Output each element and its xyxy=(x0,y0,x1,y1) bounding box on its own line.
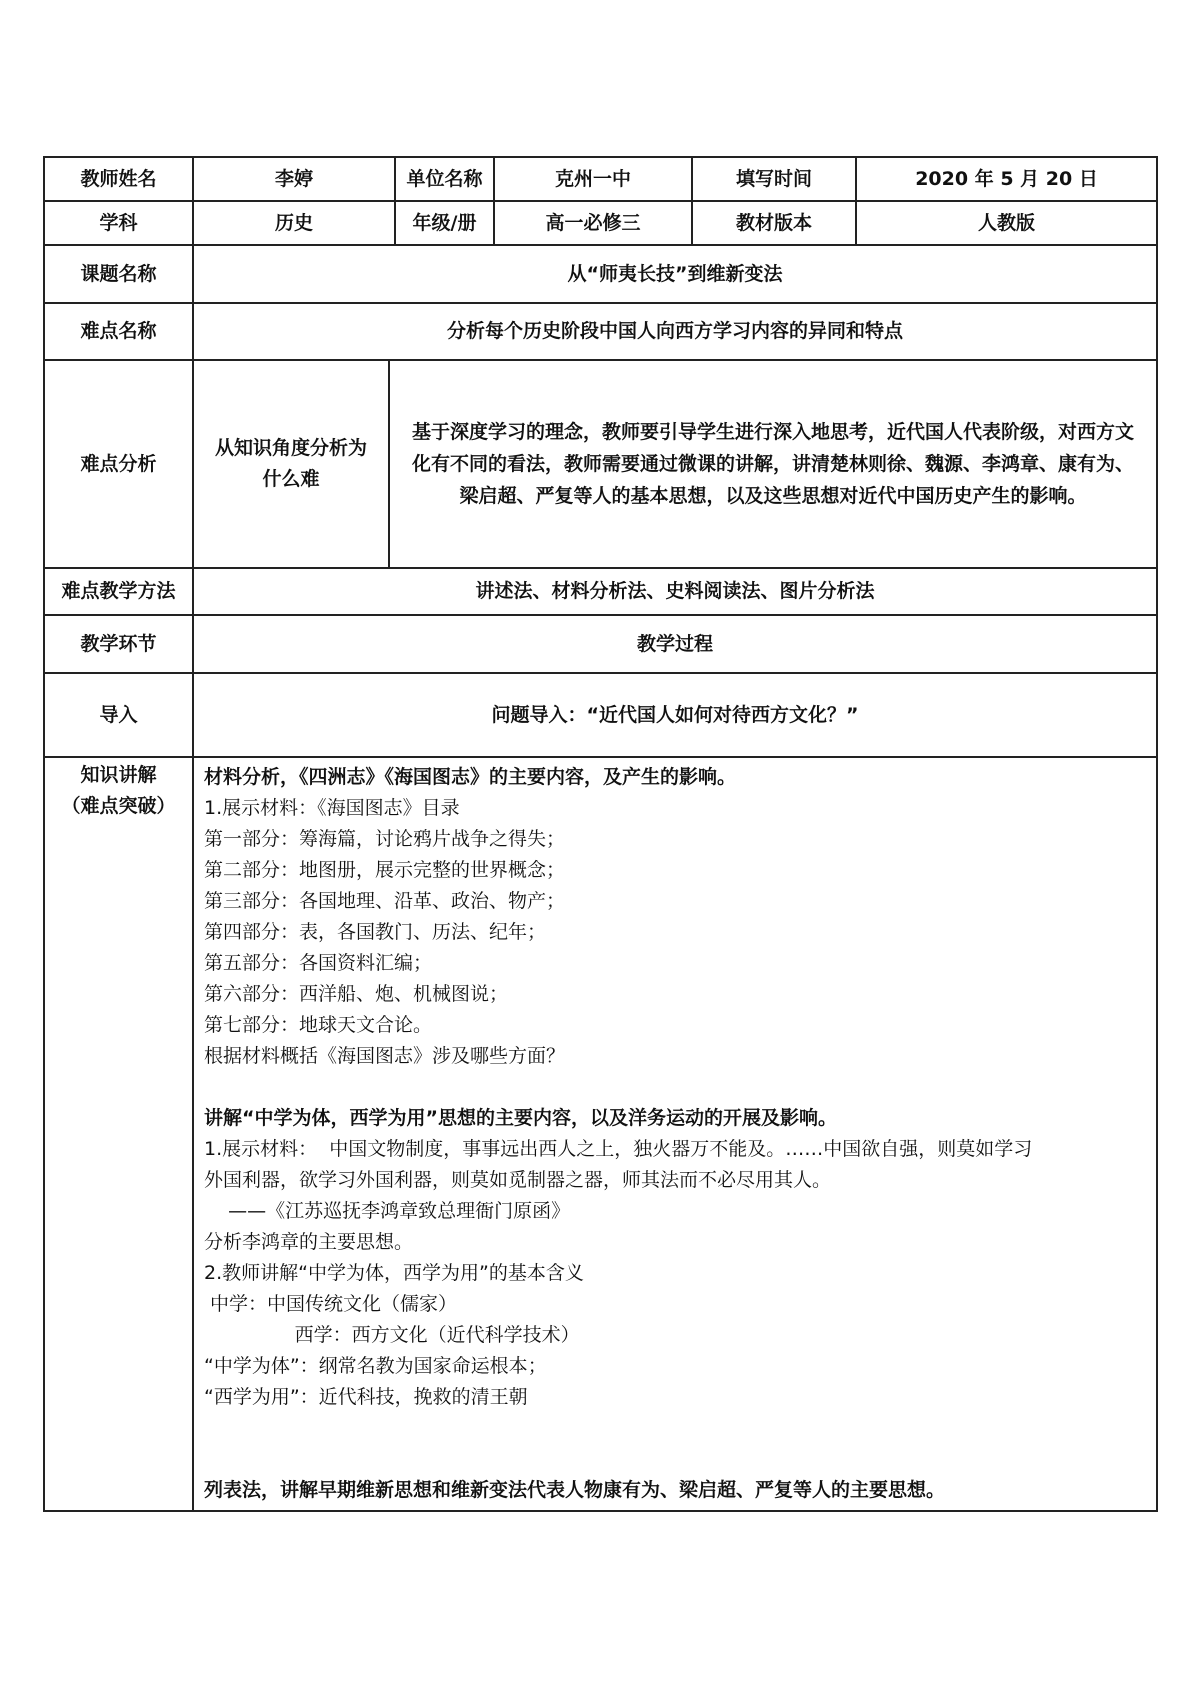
spacer xyxy=(204,1413,1146,1444)
method-label: 难点教学方法 xyxy=(44,568,193,615)
intro-row xyxy=(44,673,1157,757)
lesson-plan-table xyxy=(43,156,1158,1512)
analysis-text-cell xyxy=(389,360,1157,568)
explain-line: 1.展示材料：《海国图志》目录 xyxy=(204,797,460,819)
explain-heading-1: 材料分析，《四洲志》《海国图志》的主要内容，及产生的影响。 xyxy=(204,766,737,788)
edition-label: 教材版本 xyxy=(692,201,856,245)
teacher-name-label: 教师姓名 xyxy=(44,157,193,201)
process-value: 教学过程 xyxy=(193,615,1157,673)
intro-label: 导入 xyxy=(44,673,193,757)
topic-label: 课题名称 xyxy=(44,245,193,303)
explain-line: “中学为体”：纲常名教为国家命运根本； xyxy=(204,1355,547,1377)
explain-heading-3: 列表法，讲解早期维新思想和维新变法代表人物康有为、梁启超、严复等人的主要思想。 xyxy=(204,1479,946,1501)
explain-line: “西学为用”：近代科技，挽救的清王朝 xyxy=(204,1386,528,1408)
edition-value: 人教版 xyxy=(856,201,1157,245)
explain-line: 西学：西方文化（近代科学技术） xyxy=(204,1324,580,1346)
header-row-2 xyxy=(44,201,1157,245)
explain-line: 分析李鸿章的主要思想。 xyxy=(204,1231,414,1253)
spacer xyxy=(204,1072,1146,1103)
explain-line: 第七部分：地球天文合论。 xyxy=(204,1014,433,1036)
explain-row xyxy=(44,757,1157,1511)
explain-line: 外国利器，欲学习外国利器，则莫如觅制器之器，师其法而不必尽用其人。 xyxy=(204,1169,832,1191)
method-value: 讲述法、材料分析法、史料阅读法、图片分析法 xyxy=(193,568,1157,615)
analysis-label: 难点分析 xyxy=(44,360,193,568)
explain-line: ——《江苏巡抚李鸿章致总理衙门原函》 xyxy=(204,1200,571,1222)
explain-line: 第一部分：筹海篇，讨论鸦片战争之得失； xyxy=(204,828,566,850)
explain-line: 第五部分：各国资料汇编； xyxy=(204,952,433,974)
explain-label xyxy=(44,757,193,1511)
fill-date-label: 填写时间 xyxy=(692,157,856,201)
explain-line: 第六部分：西洋船、炮、机械图说； xyxy=(204,983,509,1005)
difficulty-value: 分析每个历史阶段中国人向西方学习内容的异同和特点 xyxy=(193,303,1157,360)
process-label: 教学环节 xyxy=(44,615,193,673)
intro-value: 问题导入：“近代国人如何对待西方文化？” xyxy=(193,673,1157,757)
fill-date-value: 2020 年 5 月 20 日 xyxy=(856,157,1157,201)
unit-name-label: 单位名称 xyxy=(395,157,494,201)
explain-label-line2: （难点突破） xyxy=(61,795,176,817)
grade-value: 高一必修三 xyxy=(494,201,692,245)
process-row xyxy=(44,615,1157,673)
spacer xyxy=(204,1444,1146,1475)
subject-value: 历史 xyxy=(193,201,395,245)
analysis-text: 基于深度学习的理念，教师要引导学生进行深入地思考，近代国人代表阶级，对西方文化有不同的看法，教师需要通过微课的讲解，讲清楚林则徐、魏源、李鸿章、康有为、梁启超、严复等人的基本思想，以及这些思想对近代中国历史产生的影响。 xyxy=(412,421,1135,507)
explain-heading-2: 讲解“中学为体，西学为用”思想的主要内容，以及洋务运动的开展及影响。 xyxy=(204,1107,837,1129)
explain-content xyxy=(193,757,1157,1511)
grade-label: 年级/册 xyxy=(395,201,494,245)
topic-value: 从“师夷长技”到维新变法 xyxy=(193,245,1157,303)
difficulty-label: 难点名称 xyxy=(44,303,193,360)
explain-line: 第三部分：各国地理、沿革、政治、物产； xyxy=(204,890,566,912)
explain-line: 根据材料概括《海国图志》涉及哪些方面？ xyxy=(204,1045,566,1067)
explain-line: 中学：中国传统文化（儒家） xyxy=(204,1293,458,1315)
subject-label: 学科 xyxy=(44,201,193,245)
explain-label-line1: 知识讲解 xyxy=(80,764,157,786)
explain-line: 第二部分：地图册，展示完整的世界概念； xyxy=(204,859,566,881)
analysis-row xyxy=(44,360,1157,568)
header-row-1 xyxy=(44,157,1157,201)
lesson-plan-sheet xyxy=(43,156,1156,1512)
explain-line: 2.教师讲解“中学为体，西学为用”的基本含义 xyxy=(204,1262,584,1284)
explain-line: 第四部分：表，各国教门、历法、纪年； xyxy=(204,921,547,943)
teacher-name-value: 李婷 xyxy=(193,157,395,201)
analysis-sub-label xyxy=(193,360,389,568)
difficulty-row xyxy=(44,303,1157,360)
method-row xyxy=(44,568,1157,615)
analysis-sub-label-text: 从知识角度分析为什么难 xyxy=(214,437,367,490)
explain-line: 1.展示材料： 中国文物制度，事事远出西人之上，独火器万不能及。……中国欲自强，则莫如学习 xyxy=(204,1138,1033,1160)
topic-row xyxy=(44,245,1157,303)
unit-name-value: 克州一中 xyxy=(494,157,692,201)
